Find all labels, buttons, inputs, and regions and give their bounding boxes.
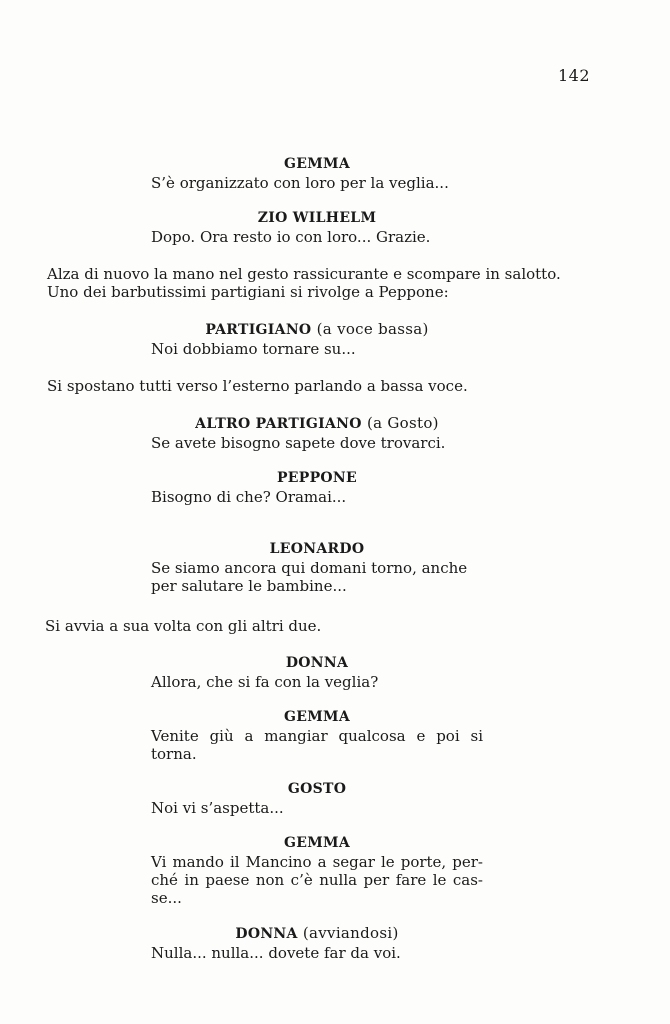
speaker-name: PARTIGIANO (a voce bassa) [205, 320, 429, 338]
stage-line: Alza di nuovo la mano nel gesto rassicurante e scompare in salotto. [47, 265, 561, 283]
dialogue-line: ché in paese non c’è nulla per fare le cas- [151, 871, 483, 889]
speech-block [151, 924, 483, 962]
speech-block [151, 708, 483, 763]
speaker-direction: (a Gosto) [366, 414, 439, 432]
speaker-name: GOSTO [287, 781, 347, 797]
dialogue-line: Allora, che si fa con la veglia? [151, 673, 379, 691]
dialogue-line: Venite giù a mangiar qualcosa e poi si [151, 727, 483, 745]
dialogue-line: Vi mando il Mancino a segar le porte, per- [151, 853, 483, 871]
dialogue-line: Se avete bisogno sapete dove trovarci. [151, 434, 446, 452]
script-body [0, 155, 670, 962]
speaker-name: PEPPONE [276, 470, 358, 486]
speaker-name: DONNA (avviandosi) [235, 924, 399, 942]
speaker-name: DONNA [285, 655, 349, 671]
speaker-name: GEMMA [284, 835, 350, 851]
dialogue-line: Nulla... nulla... dovete far da voi. [151, 944, 401, 962]
stage-line: Si avvia a sua volta con gli altri due. [45, 617, 322, 635]
speech-block [151, 209, 483, 246]
stage-direction [47, 265, 592, 301]
speech-block [151, 469, 483, 506]
speaker-name: GEMMA [284, 709, 350, 725]
speaker-direction: (avviandosi) [302, 924, 399, 942]
dialogue-line: S’è organizzato con loro per la veglia... [151, 174, 449, 192]
dialogue-line: se... [151, 889, 182, 907]
speech-block [151, 654, 483, 691]
stage-direction [45, 617, 590, 635]
speech-block [151, 780, 483, 817]
stage-line: Si spostano tutti verso l’esterno parlando a bassa voce. [47, 377, 468, 395]
speech-block [151, 834, 483, 907]
page-number: 142 [557, 66, 590, 85]
speaker-name: ZIO WILHELM [257, 210, 377, 226]
speech-block [151, 155, 483, 192]
dialogue-line: per salutare le bambine... [151, 577, 347, 595]
dialogue-line: Noi vi s’aspetta... [151, 799, 284, 817]
dialogue-line: Noi dobbiamo tornare su... [151, 340, 356, 358]
speaker-name: GEMMA [284, 156, 350, 172]
speech-block [151, 540, 483, 595]
dialogue-line: Se siamo ancora qui domani torno, anche [151, 559, 468, 577]
stage-line: Uno dei barbutissimi partigiani si rivolge a Peppone: [47, 283, 449, 301]
speaker-name: ALTRO PARTIGIANO (a Gosto) [195, 414, 439, 432]
dialogue-line: torna. [151, 745, 197, 763]
speaker-name: LEONARDO [269, 541, 365, 557]
dialogue-line: Dopo. Ora resto io con loro... Grazie. [151, 228, 431, 246]
stage-direction [47, 377, 592, 395]
speaker-direction: (a voce bassa) [316, 320, 429, 338]
speech-block [151, 320, 483, 358]
dialogue-line: Bisogno di che? Oramai... [151, 488, 347, 506]
speech-block [151, 414, 483, 452]
